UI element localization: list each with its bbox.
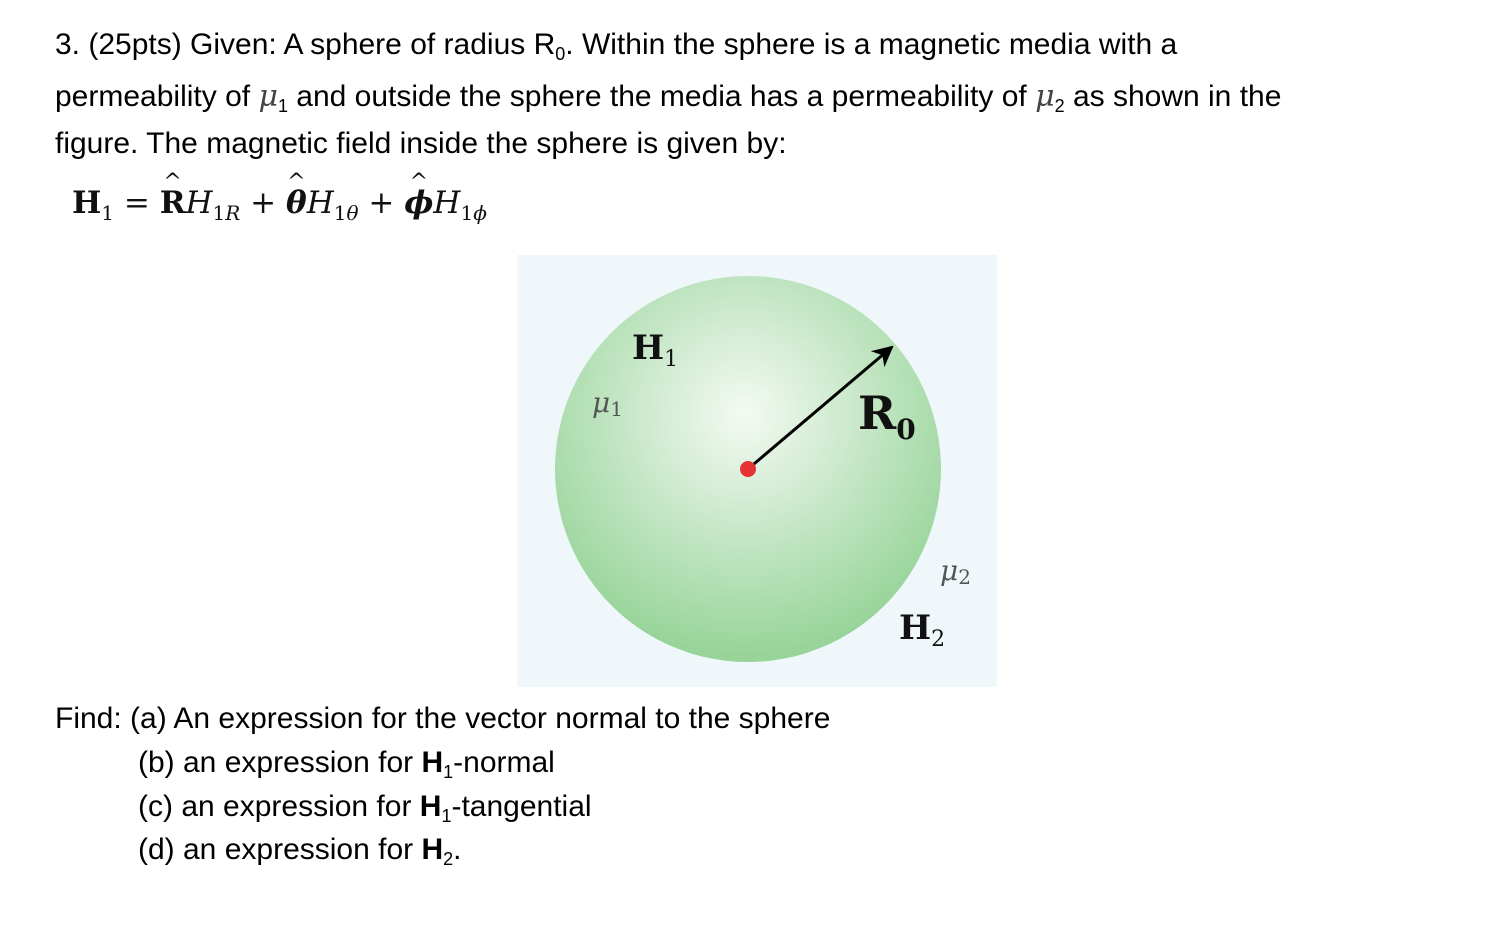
find-text: (c) an expression for bbox=[138, 790, 420, 823]
problem-text: and outside the sphere the media has a permeability of bbox=[287, 80, 1036, 113]
subscript: 0 bbox=[555, 44, 566, 64]
mu1-label: μ1 bbox=[592, 386, 623, 421]
subscript: 1 bbox=[441, 806, 452, 826]
eq-H-italic: H bbox=[306, 185, 334, 221]
eq-sub: 1 bbox=[460, 201, 474, 225]
eq-sub: 1 bbox=[101, 201, 115, 225]
eq-equals: = bbox=[114, 185, 160, 221]
eq-plus: + bbox=[358, 185, 405, 221]
find-text: -normal bbox=[453, 746, 555, 779]
find-line-c bbox=[138, 792, 592, 831]
problem-line-1 bbox=[55, 30, 1177, 69]
find-line-b bbox=[138, 748, 555, 787]
problem-text: 3. (25pts) Given: A sphere of radius R bbox=[55, 28, 556, 61]
problem-line-2 bbox=[55, 79, 1282, 121]
find-text: (d) an expression for bbox=[138, 833, 422, 866]
subscript: 1 bbox=[277, 96, 288, 116]
r0-label: $R_0$ bbox=[858, 386, 916, 446]
find-line-a: Find: (a) An expression for the vector normal to the sphere bbox=[55, 702, 831, 735]
problem-line-3: figure. The magnetic field inside the sphere is given by: bbox=[55, 127, 787, 160]
find-text: (b) an expression for bbox=[138, 746, 422, 779]
field-equation bbox=[72, 186, 487, 230]
problem-text: as shown in the bbox=[1064, 80, 1282, 113]
eq-phi-hat: ϕ ^ bbox=[404, 186, 433, 220]
h1-label: $H_1$ bbox=[632, 328, 679, 372]
eq-R-hat: R ^ bbox=[160, 186, 186, 220]
eq-theta-hat: θ ^ bbox=[286, 186, 307, 220]
subscript: 2 bbox=[1054, 96, 1065, 116]
eq-plus: + bbox=[240, 185, 287, 221]
problem-text: . Within the sphere is a magnetic media with a bbox=[565, 28, 1178, 61]
eq-sub: ϕ bbox=[473, 201, 487, 225]
h2-label: $H_2$ bbox=[899, 608, 946, 652]
eq-sub: 1 bbox=[333, 201, 347, 225]
eq-sub: 1 bbox=[212, 201, 226, 225]
find-text: . bbox=[453, 833, 462, 866]
problem-text: permeability of bbox=[55, 80, 259, 113]
find-line-d bbox=[138, 835, 462, 874]
eq-H-italic: H bbox=[185, 185, 213, 221]
eq-H-italic: H bbox=[433, 185, 461, 221]
mu-symbol: μ bbox=[1035, 79, 1055, 114]
subscript: 1 bbox=[443, 762, 454, 782]
find-bold-H: H bbox=[421, 746, 444, 779]
origin-dot bbox=[740, 461, 756, 477]
eq-H: H bbox=[72, 185, 102, 221]
find-bold-H: H bbox=[421, 833, 444, 866]
subscript: 2 bbox=[443, 849, 454, 869]
eq-sub: θ bbox=[346, 201, 359, 225]
find-text: -tangential bbox=[451, 790, 592, 823]
eq-sub: R bbox=[225, 201, 241, 225]
mu2-label: μ2 bbox=[940, 554, 971, 589]
sphere-figure bbox=[517, 255, 997, 687]
mu-symbol: μ bbox=[258, 79, 278, 114]
find-bold-H: H bbox=[419, 790, 442, 823]
